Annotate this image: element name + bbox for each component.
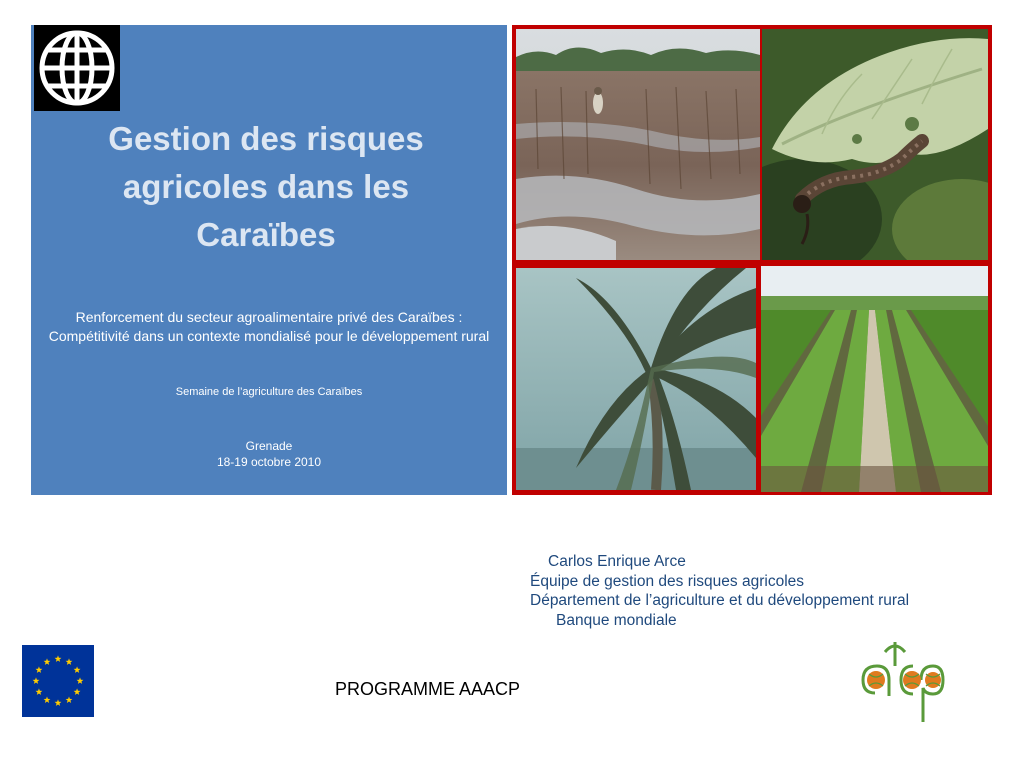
eu-star — [74, 666, 81, 673]
eu-star — [36, 688, 43, 695]
photo-flooded-field — [516, 29, 760, 260]
presenter-organization: Banque mondiale — [556, 611, 677, 629]
eu-flag-icon — [22, 645, 94, 717]
eu-star — [66, 658, 73, 665]
eu-star — [55, 699, 62, 706]
eu-star — [66, 696, 73, 703]
eu-star — [36, 666, 43, 673]
eu-flag — [22, 645, 94, 717]
event-place-date — [45, 438, 493, 470]
programme-label: PROGRAMME AAACP — [335, 679, 521, 699]
eu-star — [44, 696, 51, 703]
slide-subtitle: Renforcement du secteur agroalimentaire privé des Caraïbes : Compétitivité dans un contexte mondialisé pour le développement rural — [48, 309, 490, 344]
eu-star — [33, 677, 40, 684]
globe-icon — [34, 25, 120, 111]
presenter-name: Carlos Enrique Arce — [548, 553, 686, 570]
aaacp-logo-icon — [855, 638, 947, 730]
aaacp-logo — [855, 638, 947, 730]
title-line-2: agricoles dans les — [122, 168, 410, 205]
title-line-3: Caraïbes — [196, 216, 336, 253]
eu-star — [74, 688, 81, 695]
eu-star — [55, 655, 62, 662]
event-location: Grenade — [245, 439, 293, 453]
world-bank-logo — [34, 25, 120, 111]
presenter-team: Équipe de gestion des risques agricoles — [530, 572, 805, 590]
title-line-1: Gestion des risques — [108, 120, 424, 157]
eu-star — [44, 658, 51, 665]
event-date: 18-19 octobre 2010 — [216, 455, 322, 469]
photo-storm-palm — [516, 268, 756, 490]
photo-collage — [512, 25, 992, 495]
slide-title — [60, 115, 472, 259]
presenter-department: Département de l’agriculture et du développement rural — [530, 592, 910, 609]
photo-caterpillar — [762, 29, 988, 260]
event-name: Semaine de l’agriculture des Caraïbes — [175, 386, 363, 398]
eu-star — [77, 677, 84, 684]
presenter-credit — [530, 552, 909, 630]
photo-irrigated-rows — [761, 266, 988, 492]
